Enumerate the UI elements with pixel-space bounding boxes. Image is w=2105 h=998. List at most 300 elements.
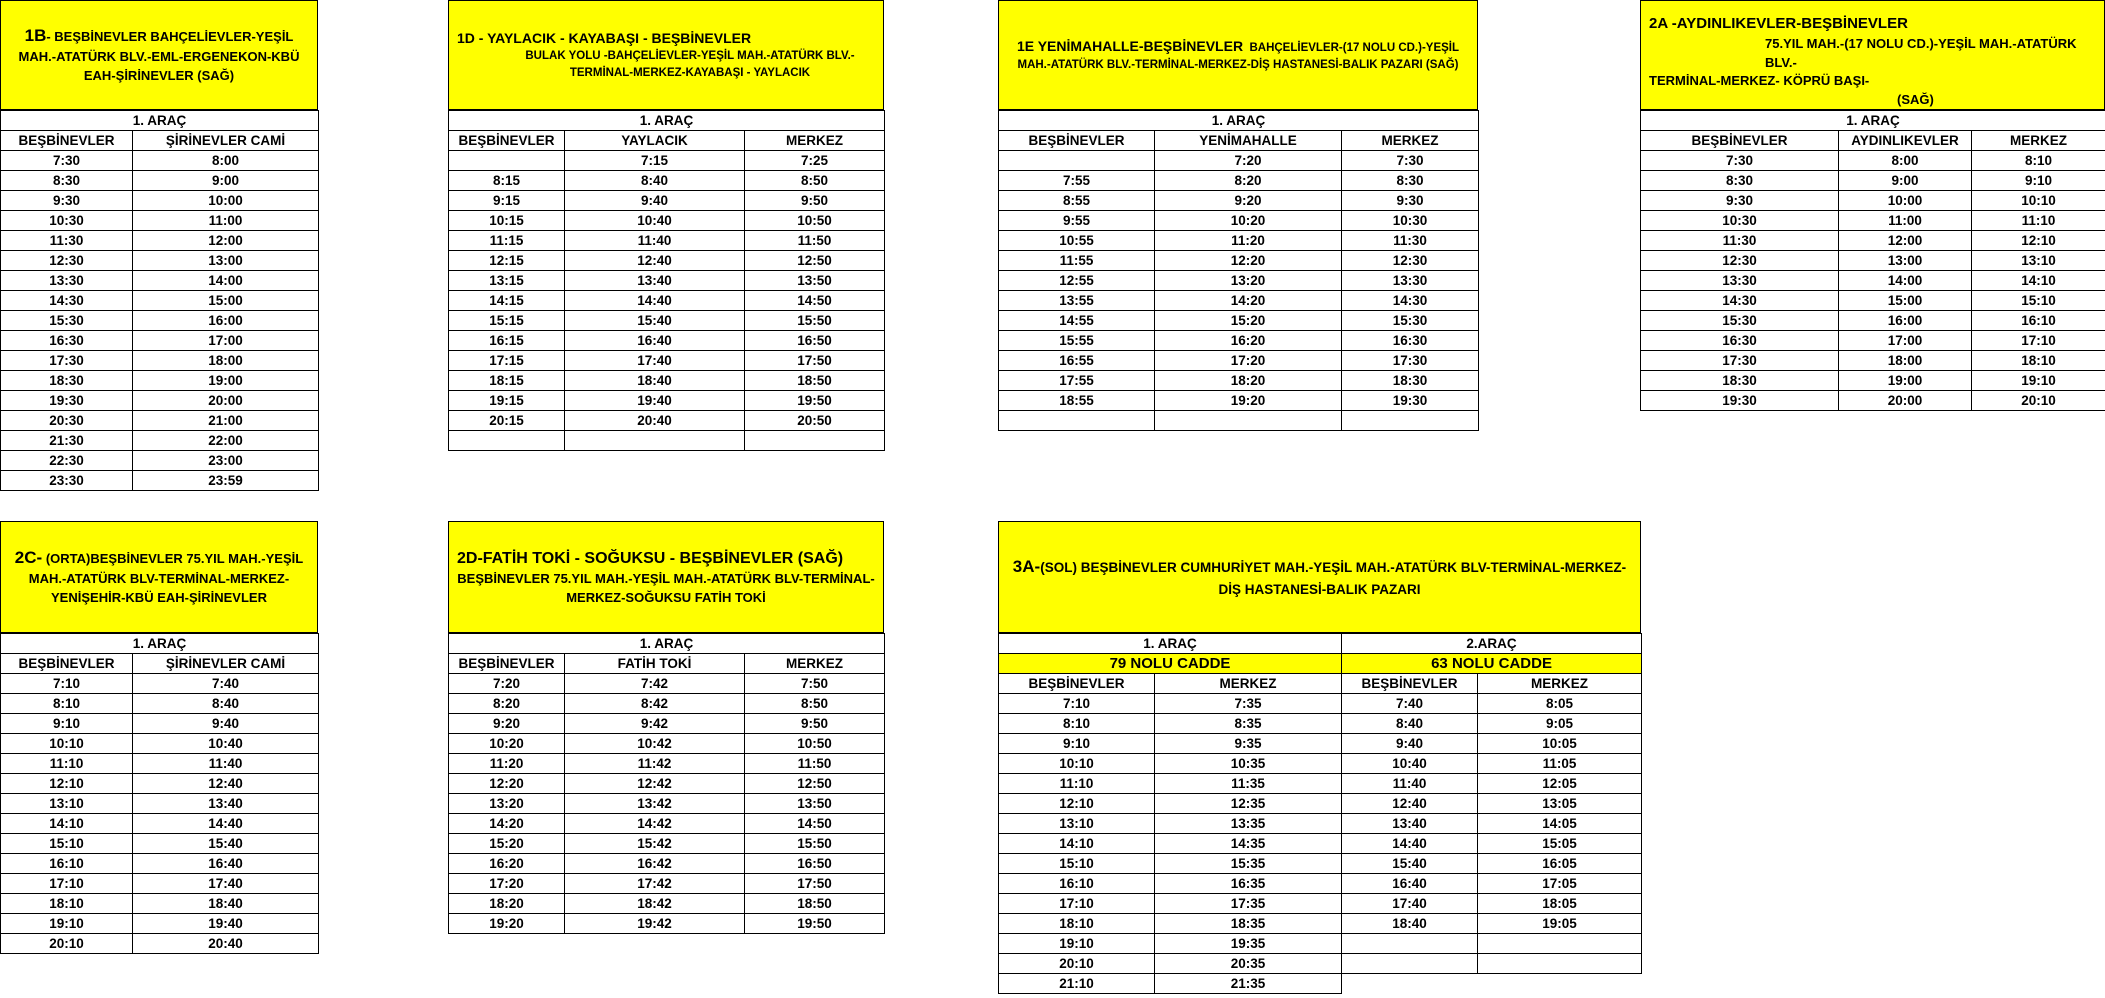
time-cell: 13:50: [745, 271, 885, 291]
time-cell: 12:10: [999, 794, 1155, 814]
street-label-1: 79 NOLU CADDE: [999, 654, 1342, 674]
time-cell: 18:20: [1155, 371, 1342, 391]
time-cell: 18:30: [1641, 371, 1839, 391]
time-cell: 16:30: [1641, 331, 1839, 351]
schedule-table-1e: [998, 110, 1479, 431]
table-row: [449, 794, 885, 814]
route-header-2d: [448, 521, 884, 633]
time-cell: [565, 431, 745, 451]
table-row: [999, 854, 1642, 874]
time-cell: 8:10: [1972, 151, 2105, 171]
time-cell: 11:40: [133, 754, 319, 774]
column-header: MERKEZ: [1342, 131, 1479, 151]
time-cell: 14:50: [745, 291, 885, 311]
time-cell: 20:40: [133, 934, 319, 954]
time-cell: 15:40: [133, 834, 319, 854]
route-code-1b: 1B: [24, 25, 47, 45]
column-header: AYDINLIKEVLER: [1839, 131, 1972, 151]
time-cell: 18:20: [449, 894, 565, 914]
time-cell: 16:20: [449, 854, 565, 874]
table-row: [449, 874, 885, 894]
table-row: [1641, 151, 2105, 171]
time-cell: 15:10: [999, 854, 1155, 874]
time-cell: 8:42: [565, 694, 745, 714]
time-cell: 12:05: [1478, 774, 1642, 794]
table-row: [1, 674, 319, 694]
table-row: [449, 331, 885, 351]
time-cell: 21:10: [999, 974, 1155, 994]
time-cell: 12:50: [745, 774, 885, 794]
time-cell: 15:00: [133, 291, 319, 311]
time-cell: 9:05: [1478, 714, 1642, 734]
route-code-2a: 2A -AYDINLIKEVLER-BEŞBİNEVLER: [1649, 15, 1908, 32]
time-cell: 7:30: [1, 151, 133, 171]
time-cell: 15:30: [1641, 311, 1839, 331]
time-cell: 8:30: [1, 171, 133, 191]
time-cell: 8:40: [1342, 714, 1478, 734]
time-cell: 11:35: [1155, 774, 1342, 794]
time-cell: 13:30: [1, 271, 133, 291]
time-cell: 16:20: [1155, 331, 1342, 351]
time-cell: 13:55: [999, 291, 1155, 311]
time-cell: 21:35: [1155, 974, 1342, 994]
table-row: [1, 451, 319, 471]
time-cell: 15:35: [1155, 854, 1342, 874]
time-cell: 9:15: [449, 191, 565, 211]
route-title-1b: [9, 24, 309, 86]
schedule-table-1b: [0, 110, 319, 491]
time-cell: 19:20: [449, 914, 565, 934]
time-cell: 18:40: [565, 371, 745, 391]
column-header: MERKEZ: [1478, 674, 1642, 694]
table-row: [999, 734, 1642, 754]
table-row: [449, 854, 885, 874]
time-cell: 17:10: [1, 874, 133, 894]
time-cell: 13:42: [565, 794, 745, 814]
table-row: [999, 351, 1479, 371]
time-cell: 17:42: [565, 874, 745, 894]
time-cell: 18:00: [133, 351, 319, 371]
table-row: [1, 774, 319, 794]
time-cell: 14:20: [449, 814, 565, 834]
column-header-row: [999, 131, 1479, 151]
time-cell: 11:30: [1342, 231, 1479, 251]
time-cell: 13:00: [133, 251, 319, 271]
time-cell: 9:50: [745, 714, 885, 734]
time-cell: 9:10: [999, 734, 1155, 754]
time-cell: 16:05: [1478, 854, 1642, 874]
table-row: [999, 834, 1642, 854]
time-cell: 17:15: [449, 351, 565, 371]
table-row: [449, 411, 885, 431]
table-row: [1641, 371, 2105, 391]
time-cell: 11:00: [133, 211, 319, 231]
time-cell: 17:55: [999, 371, 1155, 391]
time-cell: 10:00: [1839, 191, 1972, 211]
table-row: [449, 714, 885, 734]
route-header-1b: [0, 0, 318, 110]
time-cell: 17:40: [565, 351, 745, 371]
time-cell: 10:30: [1, 211, 133, 231]
time-cell: 9:10: [1, 714, 133, 734]
time-cell: 10:00: [133, 191, 319, 211]
time-cell: 12:00: [1839, 231, 1972, 251]
table-row: [449, 231, 885, 251]
table-row: [1641, 311, 2105, 331]
time-cell: 18:55: [999, 391, 1155, 411]
time-cell: 15:50: [745, 834, 885, 854]
time-cell: 11:05: [1478, 754, 1642, 774]
time-cell: 15:40: [1342, 854, 1478, 874]
time-cell: 13:20: [449, 794, 565, 814]
time-cell: 17:50: [745, 351, 885, 371]
time-cell: 12:15: [449, 251, 565, 271]
vehicle-label-1: 1. ARAÇ: [999, 634, 1342, 654]
time-cell: 13:10: [999, 814, 1155, 834]
time-cell: 12:20: [1155, 251, 1342, 271]
time-cell: 19:20: [1155, 391, 1342, 411]
time-cell: 9:20: [449, 714, 565, 734]
time-cell: 9:30: [1342, 191, 1479, 211]
time-cell: 14:15: [449, 291, 565, 311]
time-cell: 8:10: [1, 694, 133, 714]
column-header-row: [449, 654, 885, 674]
route-description-2a-line1: 75.YIL MAH.-(17 NOLU CD.)-YEŞİL MAH.-ATATÜRK BLV.-: [1765, 35, 2077, 70]
time-cell: 18:30: [1, 371, 133, 391]
route-header-2c: [0, 521, 318, 633]
time-cell: 23:00: [133, 451, 319, 471]
table-row: [999, 171, 1479, 191]
time-cell: 22:00: [133, 431, 319, 451]
time-cell: 10:50: [745, 211, 885, 231]
time-cell: 7:40: [1342, 694, 1478, 714]
time-cell: 12:30: [1342, 251, 1479, 271]
time-cell: 12:55: [999, 271, 1155, 291]
time-cell: 16:00: [133, 311, 319, 331]
table-row: [449, 191, 885, 211]
table-row: [999, 794, 1642, 814]
column-header-row: [449, 131, 885, 151]
time-cell: 14:30: [1, 291, 133, 311]
time-cell: 16:42: [565, 854, 745, 874]
time-cell: 7:30: [1641, 151, 1839, 171]
time-cell: 18:10: [1972, 351, 2105, 371]
time-cell: 10:10: [1, 734, 133, 754]
time-cell: 8:30: [1342, 171, 1479, 191]
table-row: [449, 914, 885, 934]
time-cell: 11:50: [745, 231, 885, 251]
time-cell: 18:30: [1342, 371, 1479, 391]
time-cell: [999, 411, 1155, 431]
time-cell: 20:00: [1839, 391, 1972, 411]
time-cell: 8:30: [1641, 171, 1839, 191]
table-row: [1, 914, 319, 934]
table-row: [1, 391, 319, 411]
time-cell: 19:05: [1478, 914, 1642, 934]
time-cell: 14:30: [1342, 291, 1479, 311]
time-cell: 9:20: [1155, 191, 1342, 211]
table-row: [999, 291, 1479, 311]
time-cell: 12:40: [565, 251, 745, 271]
time-cell: 18:40: [1342, 914, 1478, 934]
vehicle-label-2: 2.ARAÇ: [1342, 634, 1642, 654]
time-cell: 9:00: [133, 171, 319, 191]
time-cell: 18:50: [745, 371, 885, 391]
time-cell: 15:30: [1, 311, 133, 331]
time-cell: 13:40: [133, 794, 319, 814]
time-cell: 18:15: [449, 371, 565, 391]
time-cell: 15:05: [1478, 834, 1642, 854]
table-row: [999, 271, 1479, 291]
time-cell: 7:55: [999, 171, 1155, 191]
table-row: [449, 171, 885, 191]
table-row: [449, 834, 885, 854]
time-cell: 12:35: [1155, 794, 1342, 814]
vehicle-label: 1. ARAÇ: [1, 634, 319, 654]
time-cell: 12:10: [1972, 231, 2105, 251]
time-cell: 16:40: [133, 854, 319, 874]
time-cell: 8:50: [745, 694, 885, 714]
time-cell: 20:40: [565, 411, 745, 431]
table-row: [449, 894, 885, 914]
table-row: [449, 371, 885, 391]
timetable-3a: [998, 521, 1641, 994]
table-row: [999, 874, 1642, 894]
time-cell: 20:30: [1, 411, 133, 431]
table-row: [1, 471, 319, 491]
time-cell: 12:42: [565, 774, 745, 794]
time-cell: 16:40: [1342, 874, 1478, 894]
table-row: [1641, 171, 2105, 191]
time-cell: 16:30: [1, 331, 133, 351]
time-cell: 8:05: [1478, 694, 1642, 714]
time-cell: 21:30: [1, 431, 133, 451]
column-header: BEŞBİNEVLER: [449, 131, 565, 151]
time-cell: 17:40: [133, 874, 319, 894]
time-cell: 13:15: [449, 271, 565, 291]
time-cell: 8:00: [1839, 151, 1972, 171]
time-cell: 9:40: [565, 191, 745, 211]
time-cell: 16:15: [449, 331, 565, 351]
route-title-2c: [9, 546, 309, 608]
time-cell: 18:10: [1, 894, 133, 914]
time-cell: 7:35: [1155, 694, 1342, 714]
time-cell: 13:10: [1972, 251, 2105, 271]
table-row: [999, 151, 1479, 171]
time-cell: 14:50: [745, 814, 885, 834]
time-cell: 14:55: [999, 311, 1155, 331]
table-row: [1, 834, 319, 854]
time-cell: 16:10: [999, 874, 1155, 894]
time-cell: 11:15: [449, 231, 565, 251]
table-row: [1, 211, 319, 231]
time-cell: 8:20: [1155, 171, 1342, 191]
table-row: [999, 371, 1479, 391]
time-cell: 13:20: [1155, 271, 1342, 291]
time-cell: 18:05: [1478, 894, 1642, 914]
time-cell: 17:00: [133, 331, 319, 351]
time-cell: 14:20: [1155, 291, 1342, 311]
time-cell: 14:40: [565, 291, 745, 311]
time-cell: 11:40: [1342, 774, 1478, 794]
time-cell: 7:20: [449, 674, 565, 694]
time-cell: [1342, 934, 1478, 954]
time-cell: 19:40: [133, 914, 319, 934]
time-cell: 19:30: [1641, 391, 1839, 411]
table-row: [1, 814, 319, 834]
table-row: [999, 411, 1479, 431]
time-cell: 9:50: [745, 191, 885, 211]
table-row: [449, 291, 885, 311]
schedule-table-1d: [448, 110, 885, 451]
route-description-2d: BEŞBİNEVLER 75.YIL MAH.-YEŞİL MAH.-ATATÜRK BLV-TERMİNAL-MERKEZ-SOĞUKSU FATİH TOKİ: [457, 570, 875, 605]
time-cell: 10:30: [1641, 211, 1839, 231]
time-cell: 14:00: [1839, 271, 1972, 291]
time-cell: 13:30: [1641, 271, 1839, 291]
time-cell: 10:42: [565, 734, 745, 754]
time-cell: 14:10: [1, 814, 133, 834]
route-code-3a: 3A-: [1012, 556, 1041, 576]
time-cell: 15:20: [1155, 311, 1342, 331]
route-description-3a: (SOL) BEŞBİNEVLER CUMHURİYET MAH.-YEŞİL MAH.-ATATÜRK BLV-TERMİNAL-MERKEZ-DİŞ HASTANESİ-BALIK PAZARI: [1040, 559, 1627, 597]
time-cell: 7:25: [745, 151, 885, 171]
time-cell: 10:40: [133, 734, 319, 754]
table-row: [999, 391, 1479, 411]
time-cell: 16:40: [565, 331, 745, 351]
street-label-2: 63 NOLU CADDE: [1342, 654, 1642, 674]
table-row: [1641, 351, 2105, 371]
time-cell: 17:20: [1155, 351, 1342, 371]
time-cell: 11:40: [565, 231, 745, 251]
table-row: [1, 231, 319, 251]
time-cell: 11:42: [565, 754, 745, 774]
time-cell: 16:10: [1972, 311, 2105, 331]
time-cell: 17:00: [1839, 331, 1972, 351]
time-cell: 11:10: [1, 754, 133, 774]
time-cell: 10:20: [1155, 211, 1342, 231]
table-row: [999, 331, 1479, 351]
time-cell: 12:40: [133, 774, 319, 794]
time-cell: 8:35: [1155, 714, 1342, 734]
time-cell: 15:00: [1839, 291, 1972, 311]
time-cell: 11:10: [999, 774, 1155, 794]
time-cell: 20:50: [745, 411, 885, 431]
time-cell: 21:00: [133, 411, 319, 431]
time-cell: 7:10: [1, 674, 133, 694]
time-cell: 9:55: [999, 211, 1155, 231]
time-cell: 12:20: [449, 774, 565, 794]
time-cell: 13:35: [1155, 814, 1342, 834]
table-row: [1641, 251, 2105, 271]
time-cell: 19:50: [745, 391, 885, 411]
time-cell: 12:30: [1, 251, 133, 271]
time-cell: 14:35: [1155, 834, 1342, 854]
time-cell: 14:42: [565, 814, 745, 834]
time-cell: [1342, 954, 1478, 974]
table-row: [1641, 331, 2105, 351]
route-header-2a: [1640, 0, 2105, 110]
time-cell: 19:30: [1, 391, 133, 411]
time-cell: 15:42: [565, 834, 745, 854]
time-cell: 12:00: [133, 231, 319, 251]
schedule-table-3a: [998, 633, 1642, 994]
time-cell: [1342, 411, 1479, 431]
time-cell: 15:40: [565, 311, 745, 331]
time-cell: 17:35: [1155, 894, 1342, 914]
table-row: [1, 191, 319, 211]
column-header: BEŞBİNEVLER: [999, 131, 1155, 151]
time-cell: 8:10: [999, 714, 1155, 734]
table-row: [1641, 231, 2105, 251]
column-header: BEŞBİNEVLER: [1, 654, 133, 674]
time-cell: 7:40: [133, 674, 319, 694]
table-row: [999, 774, 1642, 794]
time-cell: 13:00: [1839, 251, 1972, 271]
time-cell: 20:10: [1, 934, 133, 954]
time-cell: 19:00: [1839, 371, 1972, 391]
schedule-table-2c: [0, 633, 319, 954]
time-cell: 16:35: [1155, 874, 1342, 894]
timetable-1b: [0, 0, 318, 491]
time-cell: 10:35: [1155, 754, 1342, 774]
column-header-row: [999, 674, 1642, 694]
table-row: [1, 331, 319, 351]
time-cell: 11:50: [745, 754, 885, 774]
route-code-2c: 2C-: [14, 547, 43, 567]
table-row: [449, 211, 885, 231]
vehicle-label: 1. ARAÇ: [1641, 111, 2105, 131]
time-cell: 14:10: [1972, 271, 2105, 291]
table-row: [1, 271, 319, 291]
route-description-2a-line2: TERMİNAL-MERKEZ- KÖPRÜ BAŞI-: [1649, 73, 1870, 89]
time-cell: 23:59: [133, 471, 319, 491]
time-cell: 8:15: [449, 171, 565, 191]
table-row: [449, 674, 885, 694]
time-cell: 10:10: [1972, 191, 2105, 211]
time-cell: 18:00: [1839, 351, 1972, 371]
time-cell: 10:05: [1478, 734, 1642, 754]
route-code-1e: 1E YENİMAHALLE-BEŞBİNEVLER: [1016, 38, 1244, 55]
time-cell: 7:42: [565, 674, 745, 694]
time-cell: 17:10: [999, 894, 1155, 914]
table-row: [999, 714, 1642, 734]
time-cell: 11:20: [1155, 231, 1342, 251]
time-cell: 18:42: [565, 894, 745, 914]
table-row: [999, 231, 1479, 251]
table-row: [1, 894, 319, 914]
time-cell: 20:35: [1155, 954, 1342, 974]
time-cell: 8:20: [449, 694, 565, 714]
time-cell: 15:20: [449, 834, 565, 854]
time-cell: 11:30: [1641, 231, 1839, 251]
table-row: [449, 391, 885, 411]
time-cell: 9:30: [1, 191, 133, 211]
table-row: [449, 694, 885, 714]
table-row: [1, 874, 319, 894]
column-header-row: [1641, 131, 2105, 151]
table-row: [1, 694, 319, 714]
column-header-row: [1, 131, 319, 151]
table-row: [1, 411, 319, 431]
route-description-1e: BAHÇELİEVLER-(17 NOLU CD.)-YEŞİL MAH.-ATATÜRK BLV.-TERMİNAL-MERKEZ-DİŞ HASTANESİ-BALIK PAZARI (SAĞ): [1017, 42, 1460, 71]
table-row: [449, 431, 885, 451]
table-row: [999, 311, 1479, 331]
time-cell: 18:50: [745, 894, 885, 914]
time-cell: 8:40: [133, 694, 319, 714]
route-header-3a: [998, 521, 1641, 633]
time-cell: 11:20: [449, 754, 565, 774]
table-row: [449, 754, 885, 774]
